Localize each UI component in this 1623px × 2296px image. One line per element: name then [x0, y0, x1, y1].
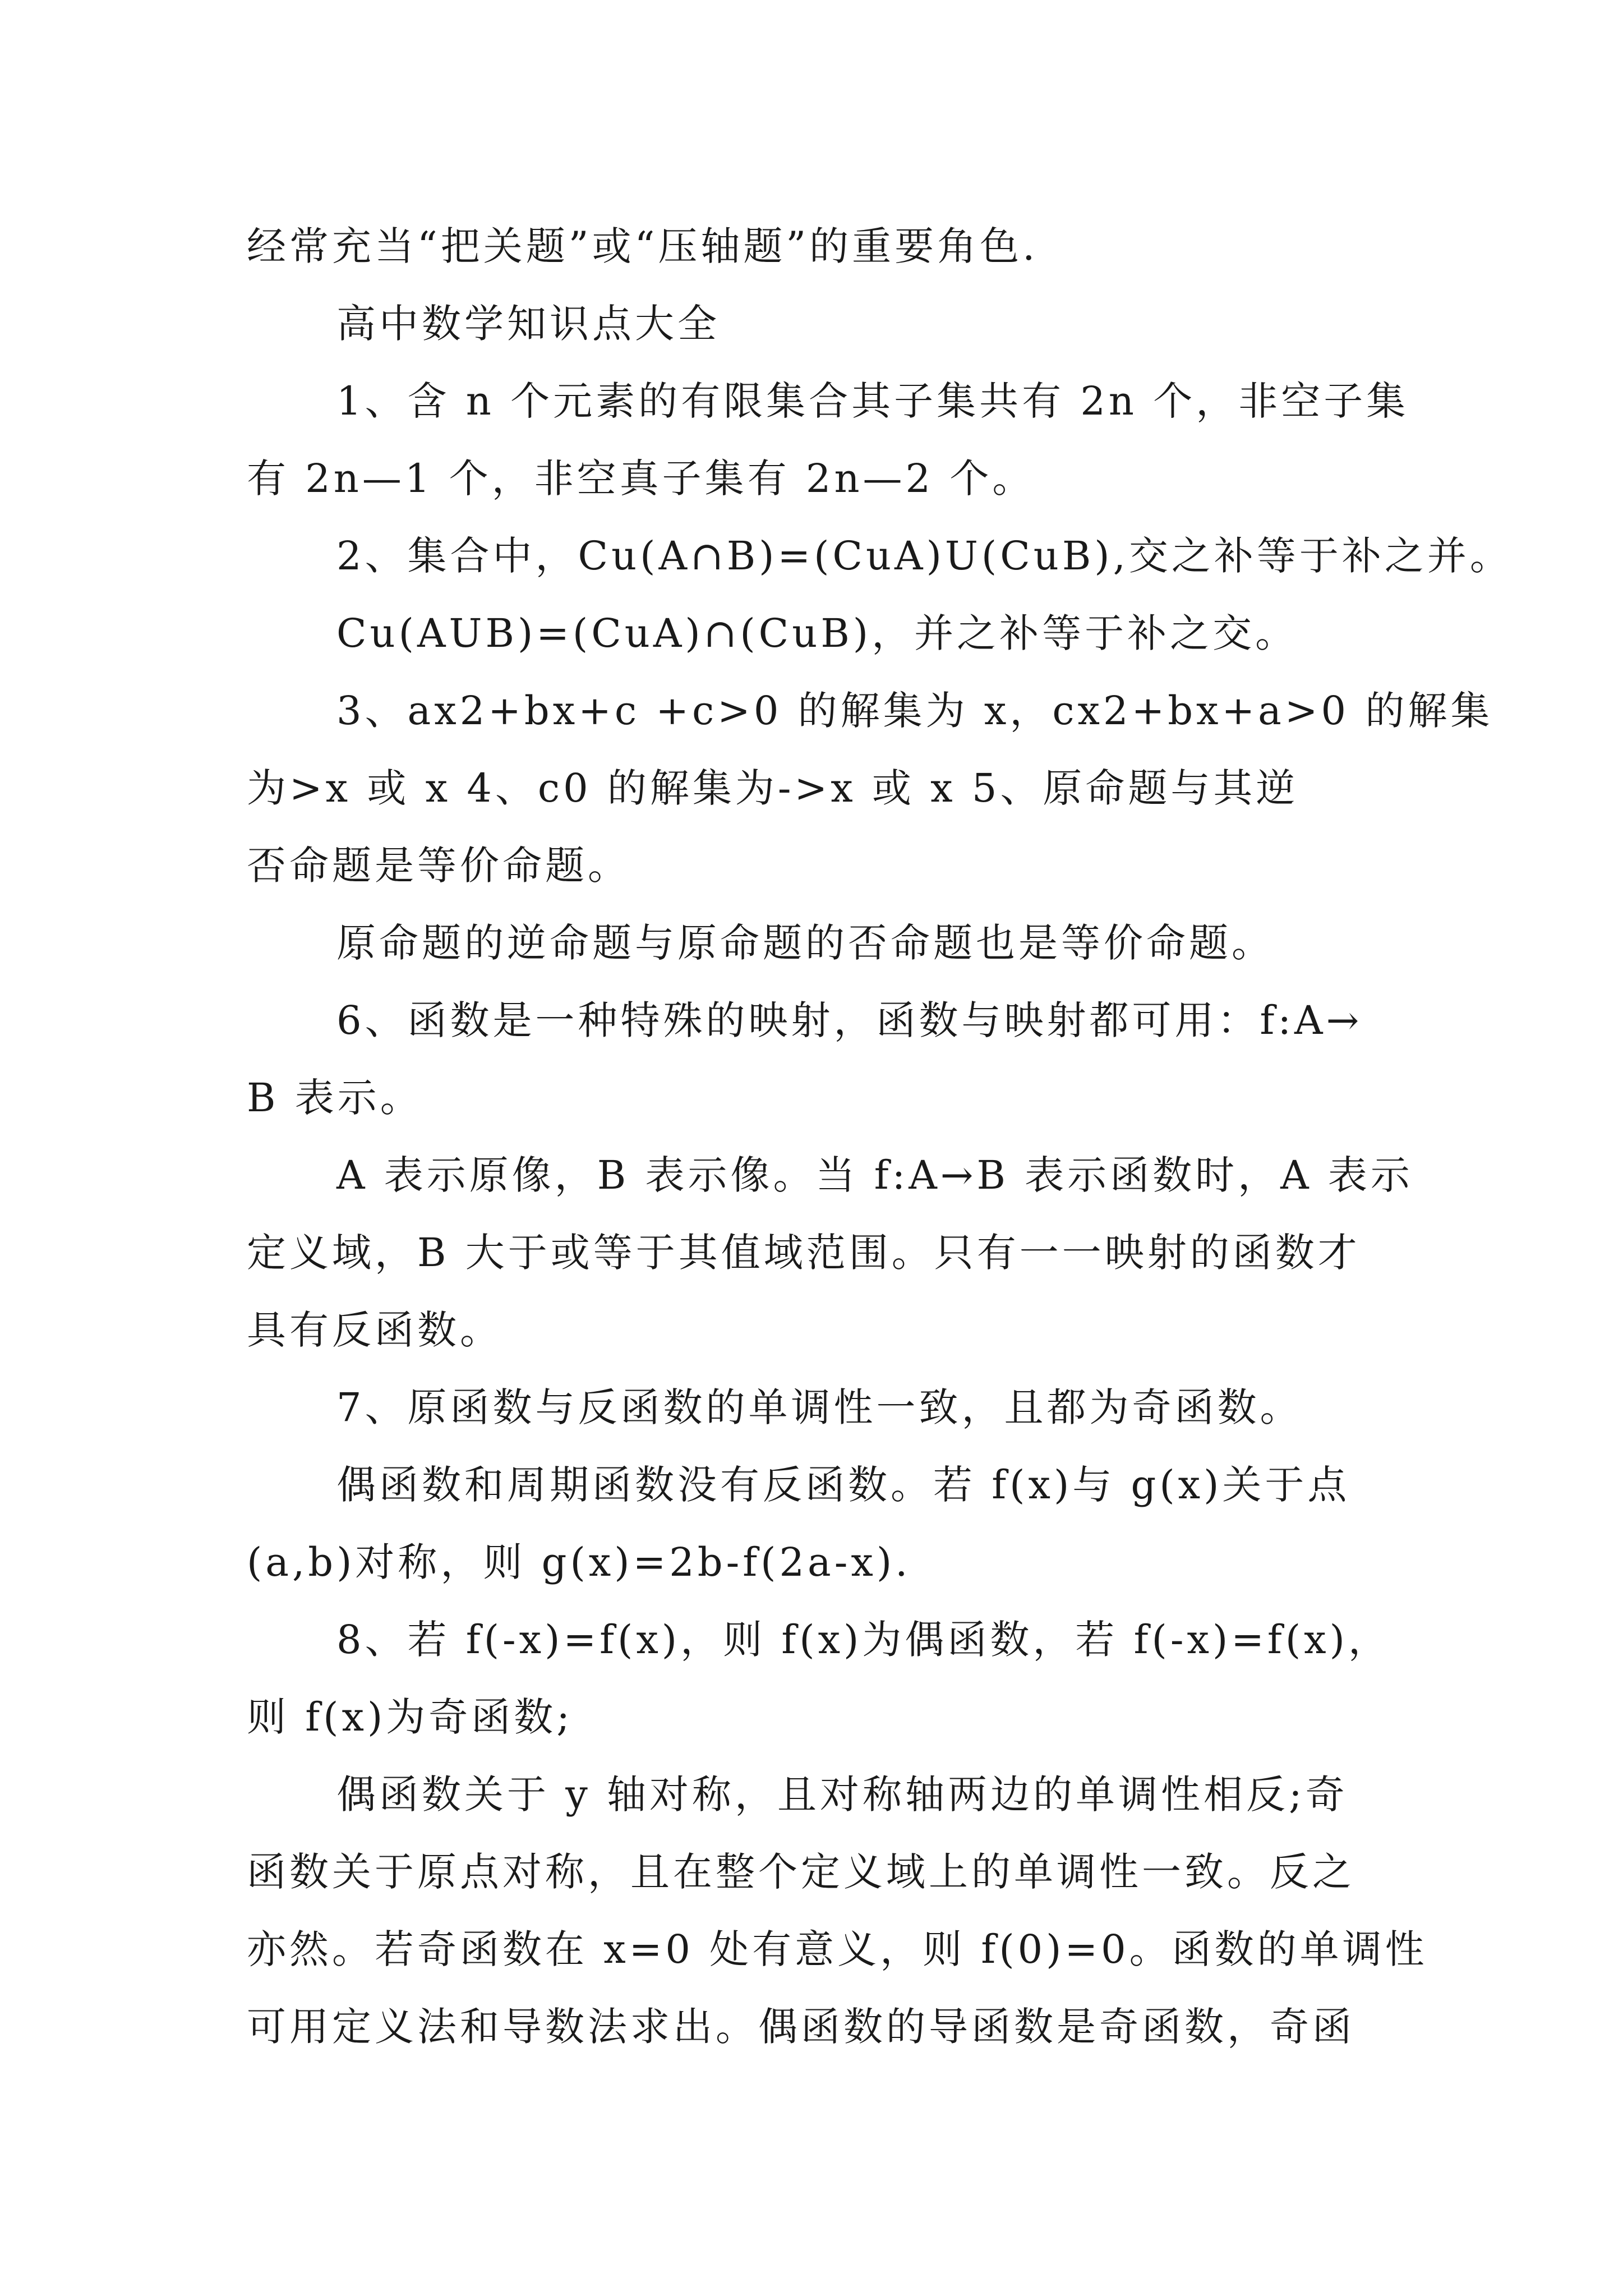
- text-line: 7、原函数与反函数的单调性一致，且都为奇函数。: [336, 1384, 1303, 1430]
- text-line: 6、函数是一种特殊的映射，函数与映射都可用：f:A→: [336, 997, 1363, 1043]
- text-line: (a,b)对称，则 g(x)=2b-f(2a-x).: [247, 1539, 911, 1585]
- text-line: 否命题是等价命题。: [247, 843, 630, 889]
- text-line: 偶函数和周期函数没有反函数。若 f(x)与 g(x)关于点: [336, 1462, 1350, 1508]
- text-line: 有 2n—1 个，非空真子集有 2n—2 个。: [247, 455, 1035, 501]
- text-line: 3、ax2+bx+c +c>0 的解集为 x，cx2+bx+a>0 的解集: [336, 688, 1493, 734]
- text-line: 具有反函数。: [247, 1307, 502, 1353]
- text-line: 2、集合中，Cu(A∩B)=(CuA)U(CuB),交之补等于补之并。: [336, 533, 1513, 579]
- text-line: 偶函数关于 y 轴对称，且对称轴两边的单调性相反;奇: [336, 1772, 1348, 1818]
- text-line: 则 f(x)为奇函数;: [247, 1694, 573, 1740]
- text-line: 函数关于原点对称，且在整个定义域上的单调性一致。反之: [247, 1849, 1355, 1895]
- text-line: 原命题的逆命题与原命题的否命题也是等价命题。: [336, 920, 1274, 966]
- text-line: 为>x 或 x 4、c0 的解集为->x 或 x 5、原命题与其逆: [247, 765, 1299, 811]
- text-line: 可用定义法和导数法求出。偶函数的导函数是奇函数，奇函: [247, 2004, 1355, 2050]
- text-line: B 表示。: [247, 1075, 423, 1121]
- text-line: Cu(AUB)=(CuA)∩(CuB)，并之补等于补之交。: [336, 610, 1298, 656]
- text-line: 定义域，B 大于或等于其值域范围。只有一一映射的函数才: [247, 1230, 1361, 1276]
- section-heading: 高中数学知识点大全: [336, 301, 720, 347]
- text-line: 1、含 n 个元素的有限集合其子集共有 2n 个，非空子集: [336, 378, 1409, 424]
- text-line: 经常充当“把关题”或“压轴题”的重要角色.: [247, 223, 1039, 269]
- text-line: A 表示原像，B 表示像。当 f:A→B 表示函数时，A 表示: [336, 1152, 1413, 1198]
- text-line: 亦然。若奇函数在 x=0 处有意义，则 f(0)=0。函数的单调性: [247, 1926, 1428, 1972]
- text-line: 8、若 f(-x)=f(x)，则 f(x)为偶函数，若 f(-x)=f(x)，: [336, 1617, 1391, 1663]
- document-page: [247, 208, 1513, 2065]
